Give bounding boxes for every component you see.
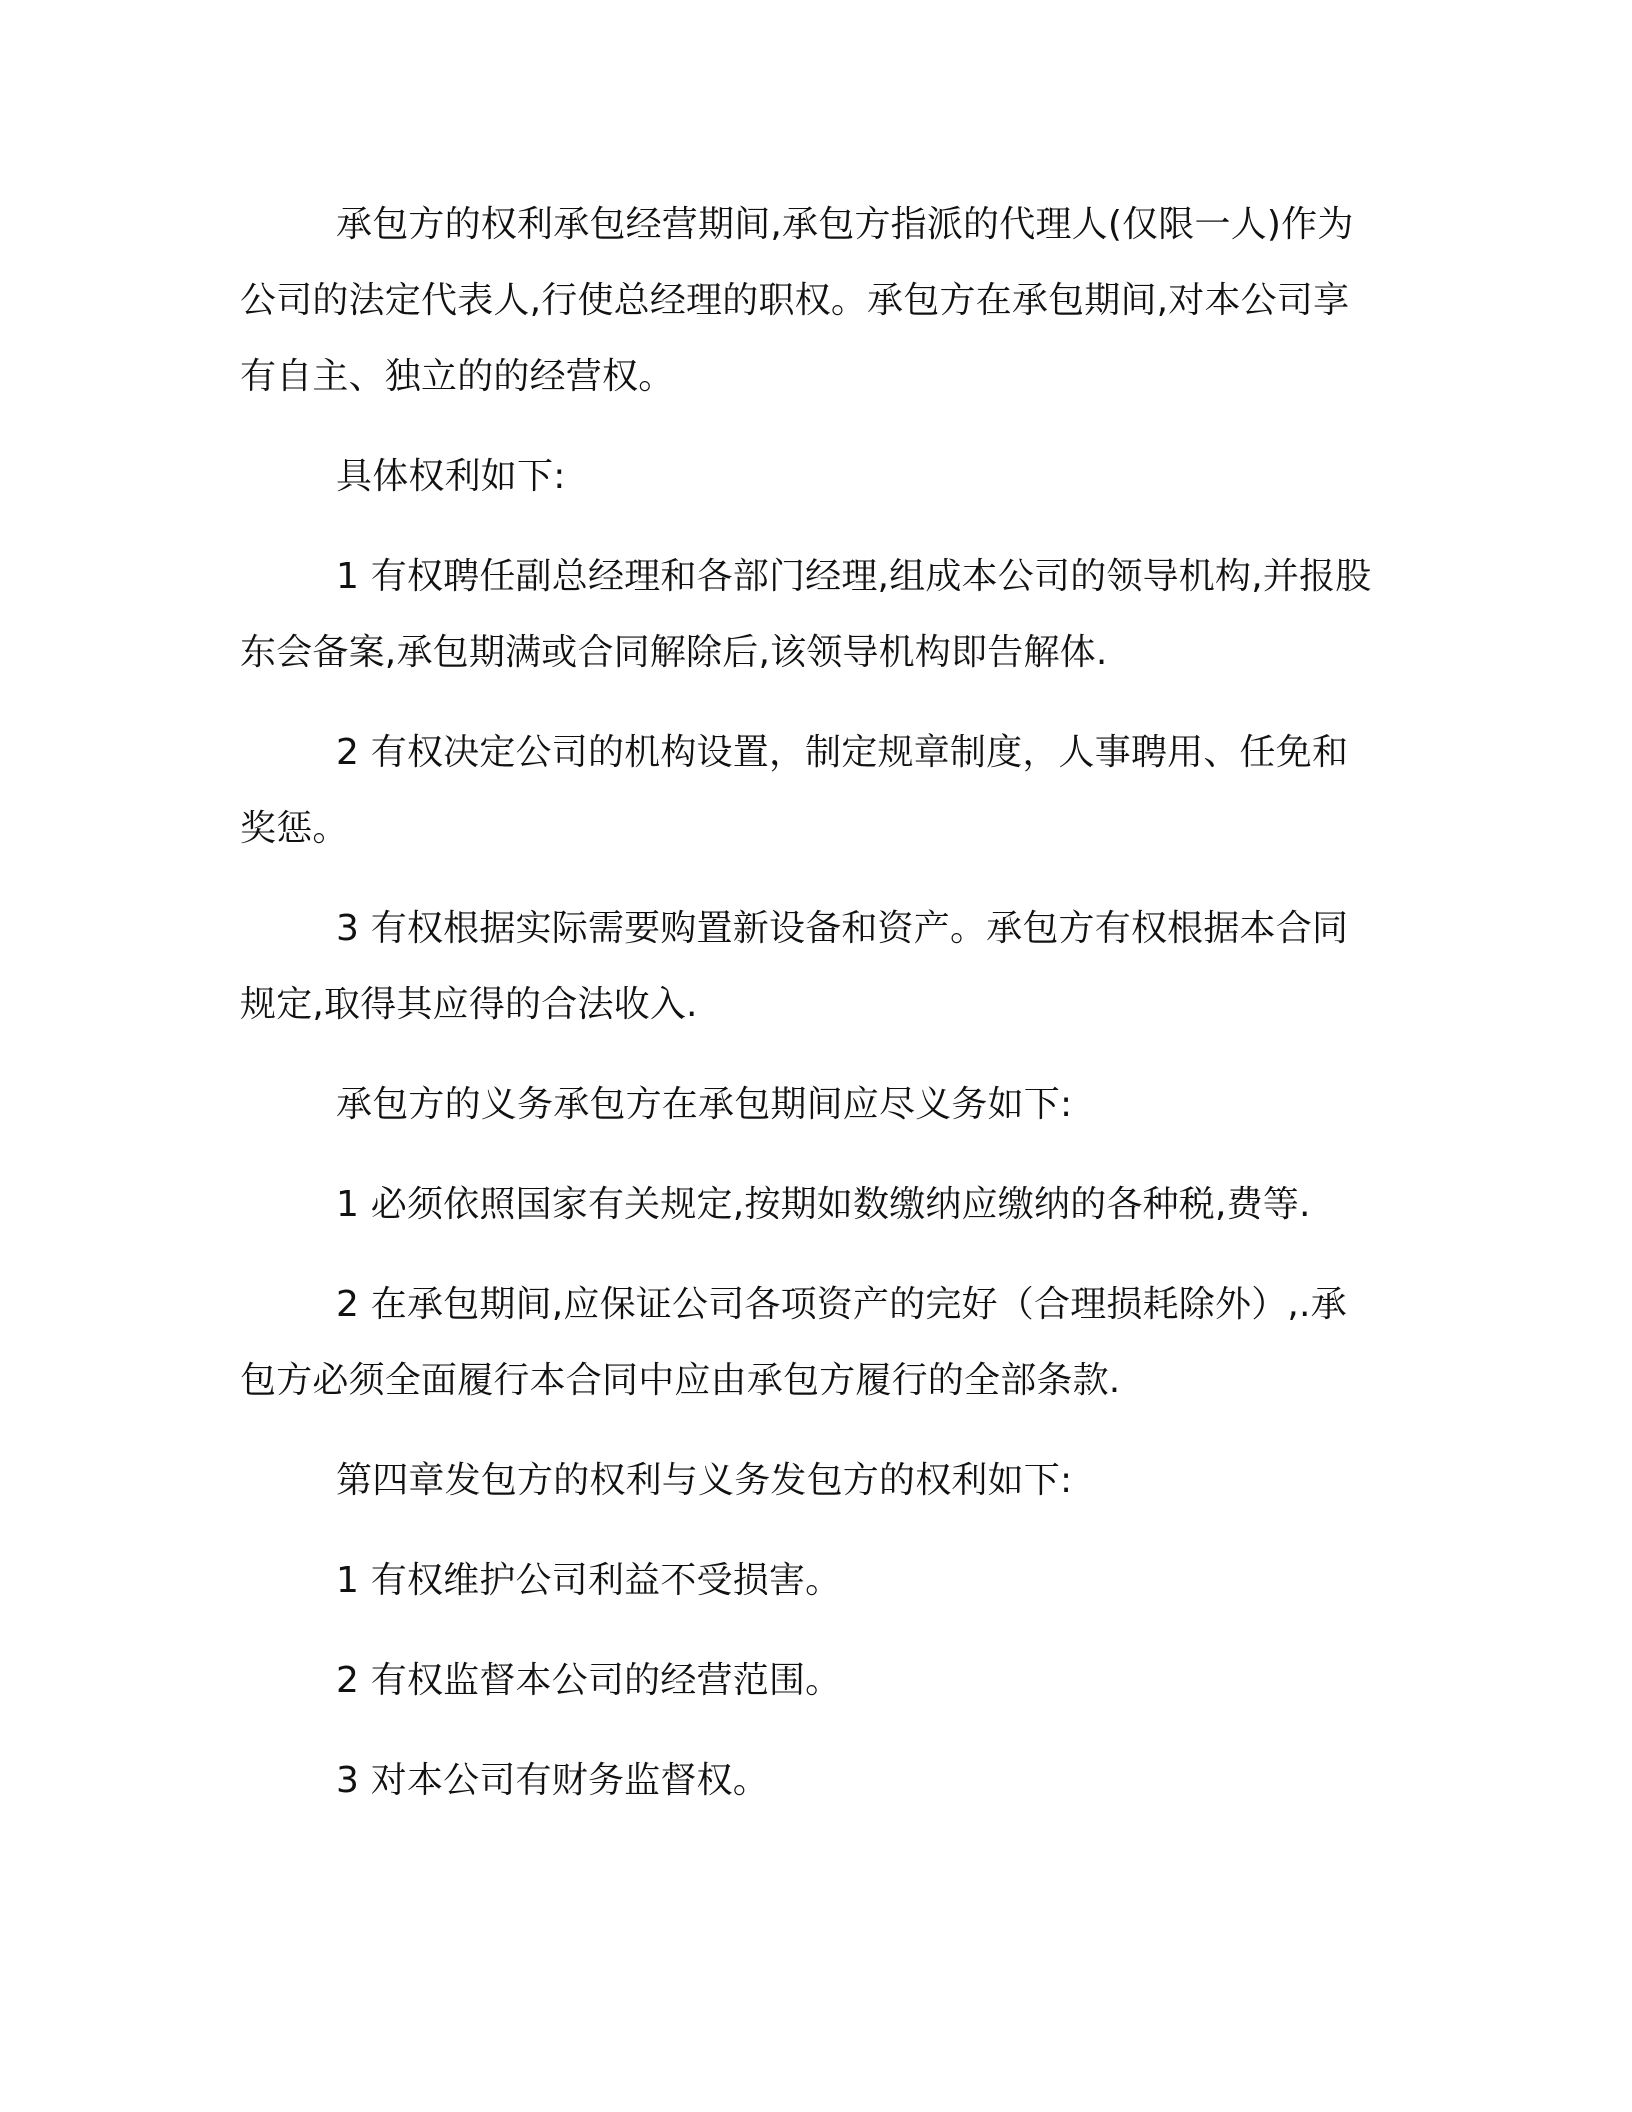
paragraph-right-2: 2 有权决定公司的机构设置，制定规章制度，人事聘用、任免和奖惩。 <box>240 732 1349 849</box>
paragraph-right-1: 1 有权聘任副总经理和各部门经理,组成本公司的领导机构,并报股东会备案,承包期满或合同解除后,该领导机构即告解体. <box>240 556 1372 673</box>
paragraph-specific-rights-heading: 具体权利如下: <box>336 456 566 497</box>
paragraph-obligation-2: 2 在承包期间,应保证公司各项资产的完好（合理损耗除外）,.承包方必须全面履行本合同中应由承包方履行的全部条款. <box>240 1284 1347 1401</box>
paragraph-contractor-obligations: 承包方的义务承包方在承包期间应尽义务如下: <box>336 1084 1073 1125</box>
paragraph-contractor-rights: 承包方的权利承包经营期间,承包方指派的代理人(仅限一人)作为公司的法定代表人,行使总经理的职权。承包方在承包期间,对本公司享有自主、独立的的经营权。 <box>240 204 1354 397</box>
document-body <box>240 187 1375 1843</box>
paragraph-employer-right-2: 2 有权监督本公司的经营范围。 <box>336 1660 842 1701</box>
paragraph-employer-right-3: 3 对本公司有财务监督权。 <box>336 1760 769 1801</box>
paragraph-obligation-1: 1 必须依照国家有关规定,按期如数缴纳应缴纳的各种税,费等. <box>336 1184 1311 1225</box>
paragraph-employer-right-1: 1 有权维护公司利益不受损害。 <box>336 1560 842 1601</box>
paragraph-chapter-four-heading: 第四章发包方的权利与义务发包方的权利如下: <box>336 1460 1073 1501</box>
paragraph-right-3: 3 有权根据实际需要购置新设备和资产。承包方有权根据本合同规定,取得其应得的合法收入. <box>240 908 1349 1025</box>
